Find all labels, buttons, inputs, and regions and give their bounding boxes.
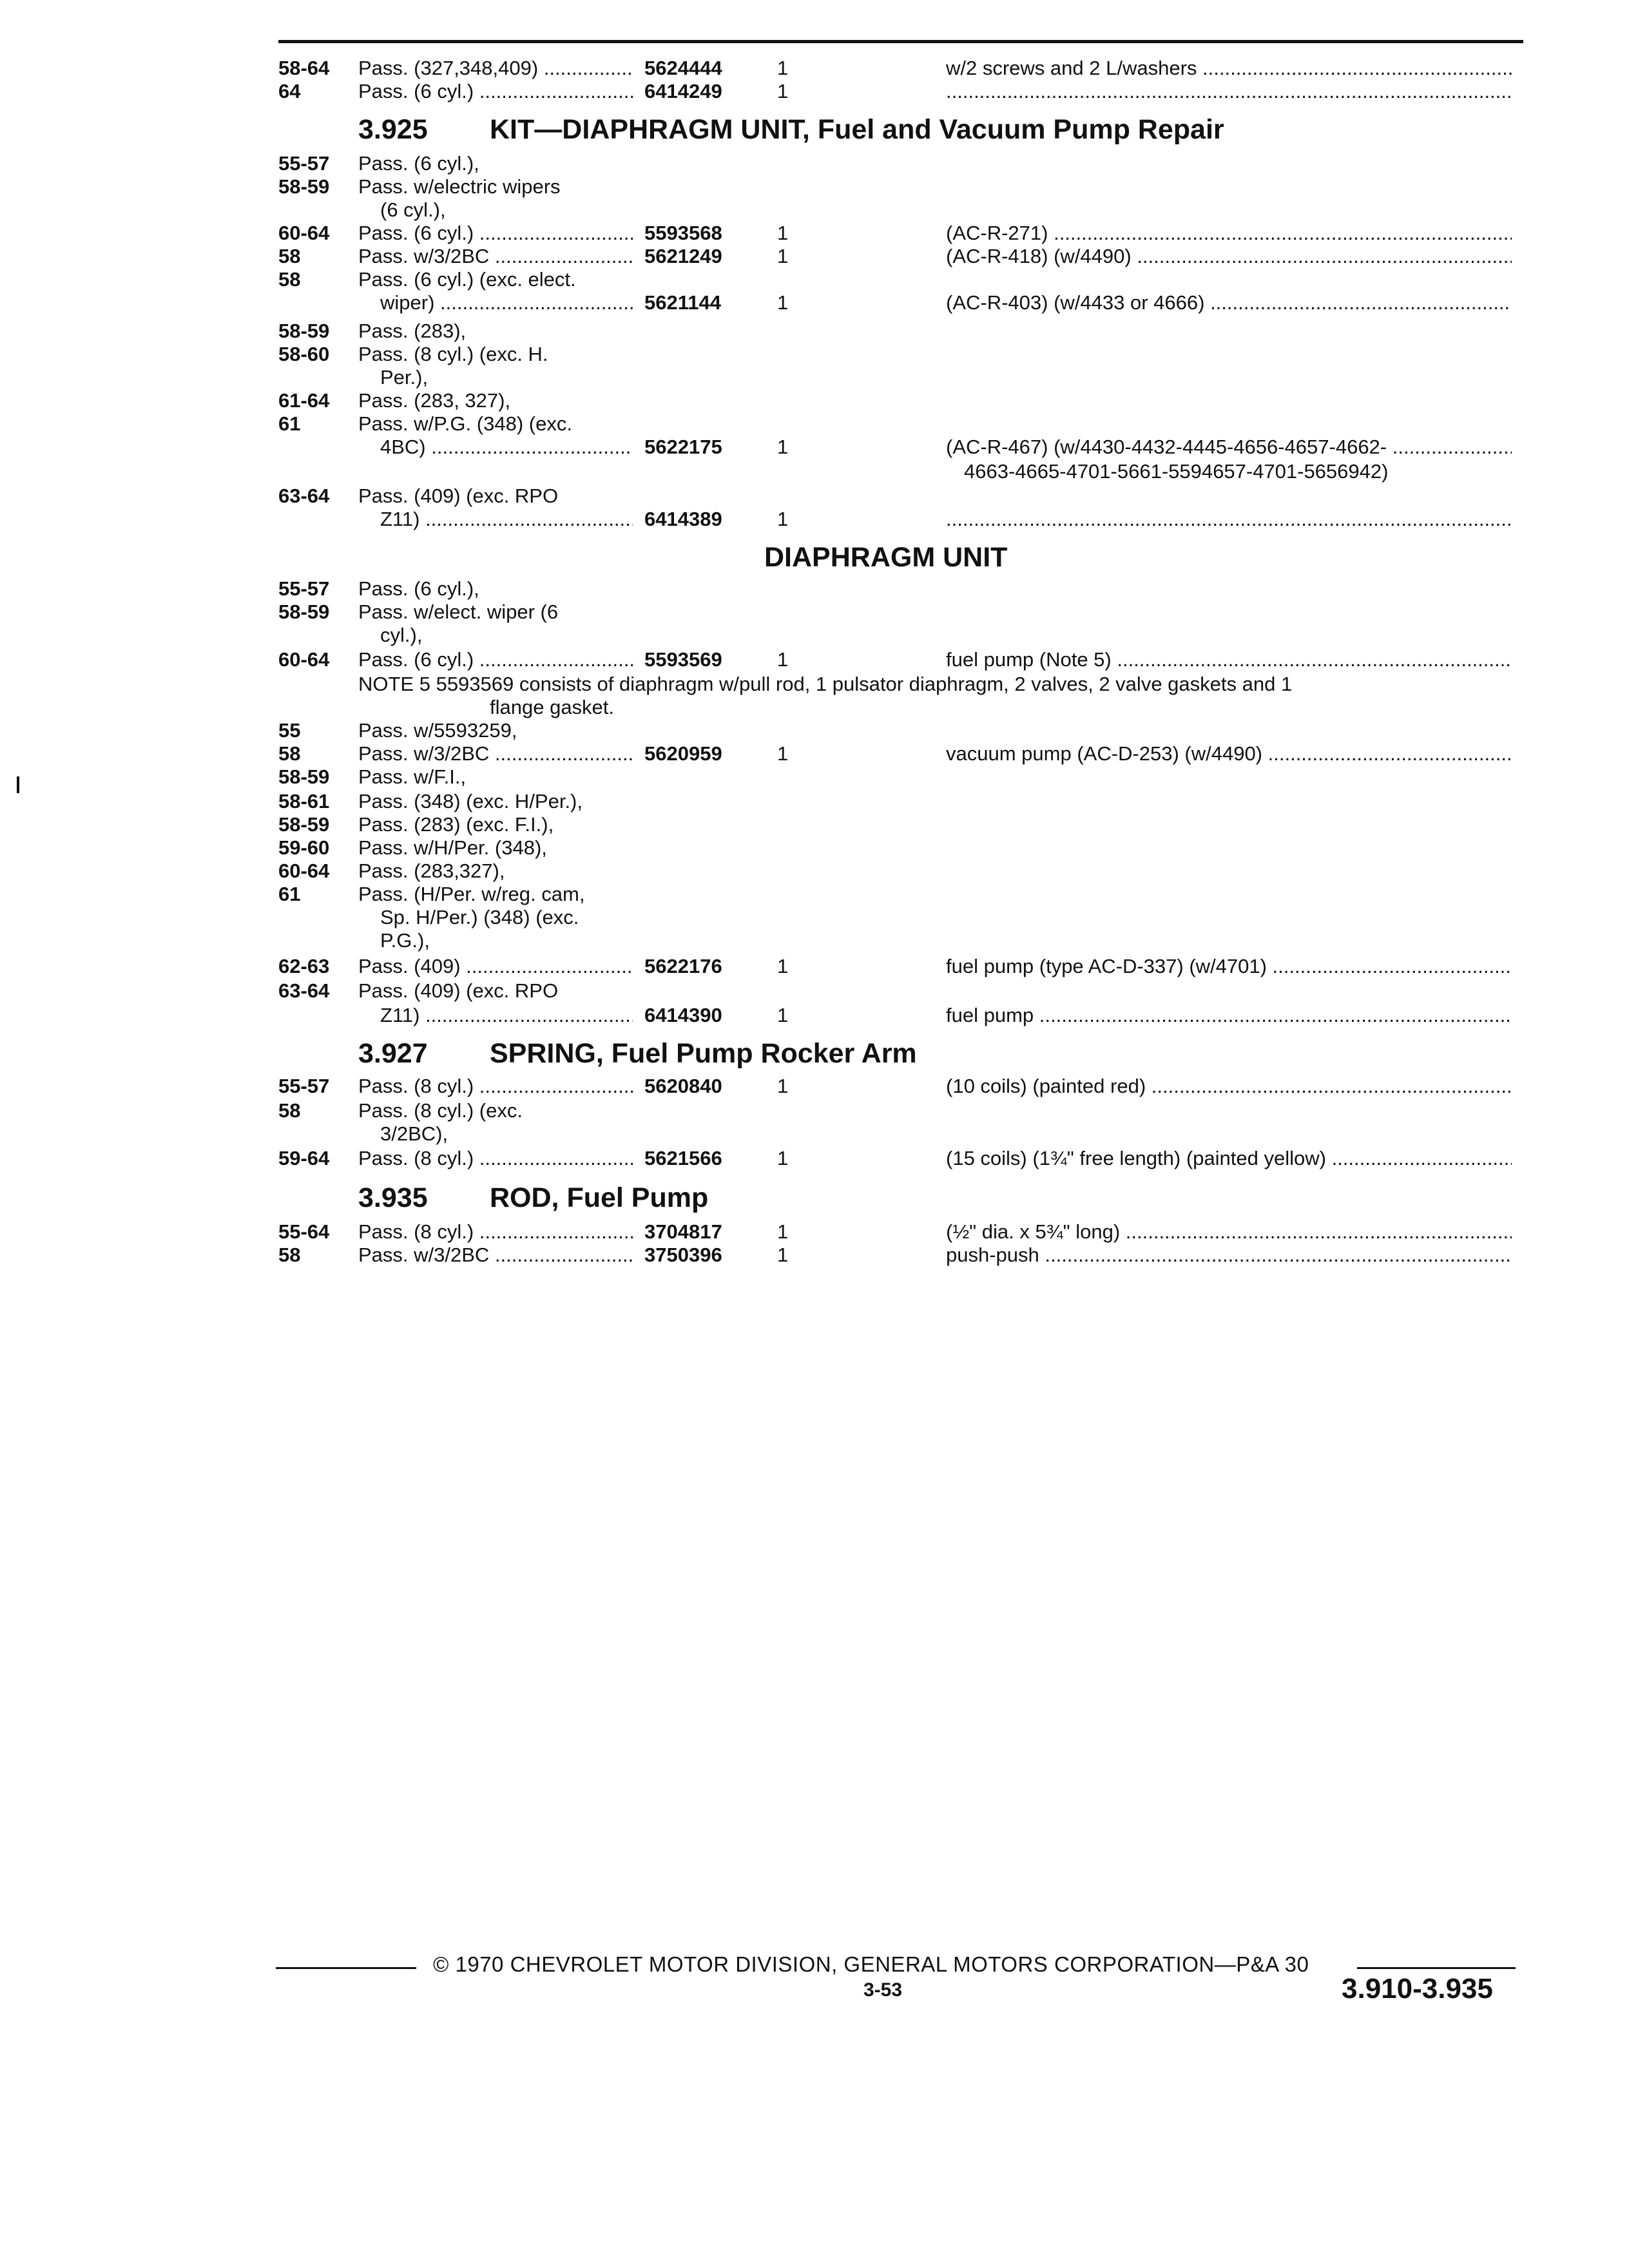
application-description: Pass. w/P.G. (348) (exc. bbox=[358, 412, 572, 435]
application-description: Pass. w/3/2BC ..... bbox=[358, 742, 633, 765]
parts-row bbox=[0, 222, 1629, 245]
application-description: Pass. (409) (exc. RPO bbox=[358, 979, 559, 1002]
top-rule bbox=[278, 40, 1523, 43]
quantity: 1 bbox=[777, 222, 789, 244]
application-description: Z11) ..... bbox=[380, 1004, 633, 1027]
usage-note: vacuum pump (AC-D-253) (w/4490) ..... bbox=[946, 742, 1512, 765]
model-years: 59-64 bbox=[278, 1147, 330, 1169]
part-number: 5621566 bbox=[644, 1147, 722, 1169]
parts-row bbox=[0, 742, 1629, 765]
parts-row bbox=[0, 577, 1629, 601]
usage-note bbox=[946, 80, 1512, 103]
parts-row bbox=[0, 412, 1629, 436]
application-description: Pass. w/F.I., bbox=[358, 765, 467, 788]
model-years: 60-64 bbox=[278, 860, 330, 882]
application-description: Pass. (283,327), bbox=[358, 860, 505, 882]
application-description: Pass. (6 cyl.) ..... bbox=[358, 80, 633, 103]
parts-row bbox=[0, 906, 1629, 929]
application-description: Pass. (6 cyl.), bbox=[358, 152, 479, 175]
footer-rule-right bbox=[1357, 1967, 1516, 1969]
parts-row bbox=[0, 485, 1629, 508]
note-text: NOTE 5 5593569 consists of diaphragm w/pull rod, 1 pulsator diaphragm, 2 valves, 2 valve gaskets and 1 bbox=[358, 673, 1293, 695]
model-years: 60-64 bbox=[278, 222, 330, 244]
section-title: SPRING, Fuel Pump Rocker Arm bbox=[490, 1038, 917, 1069]
section-number: 3.927 bbox=[358, 1038, 428, 1069]
note-text-continued: flange gasket. bbox=[490, 696, 615, 718]
application-description: Pass. (409) ..... bbox=[358, 955, 633, 978]
quantity: 1 bbox=[777, 1220, 789, 1243]
application-description: 3/2BC), bbox=[380, 1122, 448, 1145]
parts-row bbox=[0, 790, 1629, 813]
parts-row bbox=[0, 245, 1629, 268]
quantity: 1 bbox=[777, 1075, 789, 1097]
parts-row bbox=[0, 291, 1629, 314]
application-description: Sp. H/Per.) (348) (exc. bbox=[380, 906, 579, 928]
usage-note: (10 coils) (painted red) ..... bbox=[946, 1075, 1512, 1098]
model-years: 55-57 bbox=[278, 577, 330, 600]
usage-note: fuel pump (Note 5) ..... bbox=[946, 648, 1512, 671]
usage-note: fuel pump (type AC-D-337) (w/4701) ..... bbox=[946, 955, 1512, 978]
model-years: 58-61 bbox=[278, 790, 330, 812]
model-years: 58-59 bbox=[278, 601, 330, 623]
model-years: 64 bbox=[278, 80, 301, 102]
application-description: Pass. (283) (exc. F.I.), bbox=[358, 813, 554, 836]
model-years: 63-64 bbox=[278, 485, 330, 507]
parts-row bbox=[0, 389, 1629, 412]
application-description: Pass. w/H/Per. (348), bbox=[358, 836, 547, 859]
model-years: 55-64 bbox=[278, 1220, 330, 1243]
application-description: Pass. (348) (exc. H/Per.), bbox=[358, 790, 583, 812]
application-description: P.G.), bbox=[380, 929, 430, 952]
application-description: Pass. (H/Per. w/reg. cam, bbox=[358, 883, 585, 905]
part-number: 5593569 bbox=[644, 648, 722, 671]
application-description: Pass. (283), bbox=[358, 320, 467, 342]
parts-row bbox=[0, 436, 1629, 459]
section-number: 3.925 bbox=[358, 114, 428, 145]
part-number: 6414249 bbox=[644, 80, 722, 102]
part-number: 5593568 bbox=[644, 222, 722, 244]
parts-row bbox=[0, 343, 1629, 366]
quantity: 1 bbox=[777, 1244, 789, 1266]
parts-row bbox=[0, 1147, 1629, 1170]
application-description: Pass. w/5593259, bbox=[358, 719, 517, 742]
quantity: 1 bbox=[777, 508, 789, 530]
model-years: 63-64 bbox=[278, 979, 330, 1002]
application-description: Z11) ..... bbox=[380, 508, 633, 531]
usage-note: fuel pump ..... bbox=[946, 1004, 1512, 1027]
usage-note: (15 coils) (1¾" free length) (painted yellow) ..... bbox=[946, 1147, 1512, 1170]
part-number: 6414389 bbox=[644, 508, 722, 530]
quantity: 1 bbox=[777, 955, 789, 977]
part-number: 5624444 bbox=[644, 57, 722, 79]
parts-row bbox=[0, 696, 1629, 719]
parts-row bbox=[0, 460, 1629, 483]
application-description: Pass. (6 cyl.) ..... bbox=[358, 648, 633, 671]
parts-row bbox=[0, 1075, 1629, 1098]
section-title: ROD, Fuel Pump bbox=[490, 1182, 709, 1213]
application-description: wiper) ..... bbox=[380, 291, 633, 314]
model-years: 55-57 bbox=[278, 152, 330, 175]
usage-note: w/2 screws and 2 L/washers ..... bbox=[946, 57, 1512, 80]
parts-row bbox=[0, 883, 1629, 906]
application-description: Pass. (8 cyl.) ..... bbox=[358, 1220, 633, 1244]
quantity: 1 bbox=[777, 648, 789, 671]
parts-row bbox=[0, 1099, 1629, 1122]
part-number: 5621249 bbox=[644, 245, 722, 267]
footer-rule-left bbox=[276, 1967, 416, 1969]
usage-note: push-push ..... bbox=[946, 1244, 1512, 1267]
application-description: Per.), bbox=[380, 366, 429, 389]
quantity: 1 bbox=[777, 57, 789, 79]
parts-row bbox=[0, 673, 1629, 696]
part-number: 5620959 bbox=[644, 742, 722, 765]
part-number: 5622176 bbox=[644, 955, 722, 977]
model-years: 58 bbox=[278, 1099, 301, 1122]
application-description: Pass. (8 cyl.) (exc. bbox=[358, 1099, 523, 1122]
application-description: Pass. w/electric wipers bbox=[358, 175, 561, 198]
application-description: 4BC) ..... bbox=[380, 436, 633, 459]
usage-note: (AC-R-403) (w/4433 or 4666) ..... bbox=[946, 291, 1512, 314]
application-description: (6 cyl.), bbox=[380, 198, 446, 221]
application-description: Pass. (283, 327), bbox=[358, 389, 511, 412]
parts-row bbox=[0, 198, 1629, 222]
quantity: 1 bbox=[777, 80, 789, 102]
model-years: 61 bbox=[278, 883, 301, 905]
application-description: Pass. (6 cyl.) (exc. elect. bbox=[358, 268, 576, 291]
parts-row bbox=[0, 719, 1629, 742]
model-years: 55 bbox=[278, 719, 301, 742]
part-number: 3750396 bbox=[644, 1244, 722, 1266]
application-description: Pass. w/3/2BC ..... bbox=[358, 245, 633, 268]
parts-row bbox=[0, 813, 1629, 836]
section-range: 3.910-3.935 bbox=[1342, 1973, 1493, 2004]
parts-row bbox=[0, 929, 1629, 952]
model-years: 58 bbox=[278, 245, 301, 267]
quantity: 1 bbox=[777, 742, 789, 765]
parts-row bbox=[0, 601, 1629, 624]
application-description: Pass. (6 cyl.), bbox=[358, 577, 479, 600]
page-number: 3-53 bbox=[863, 1979, 903, 2001]
model-years: 61 bbox=[278, 412, 301, 435]
usage-note: (AC-R-271) ..... bbox=[946, 222, 1512, 245]
application-description: Pass. (8 cyl.) ..... bbox=[358, 1147, 633, 1170]
application-description: Pass. (327,348,409) ..... bbox=[358, 57, 633, 80]
parts-row bbox=[0, 366, 1629, 389]
usage-note: (AC-R-467) (w/4430-4432-4445-4656-4657-4662- ..... bbox=[946, 436, 1512, 459]
quantity: 1 bbox=[777, 436, 789, 458]
model-years: 58 bbox=[278, 1244, 301, 1266]
parts-row bbox=[0, 765, 1629, 789]
model-years: 58 bbox=[278, 742, 301, 765]
model-years: 58-60 bbox=[278, 343, 330, 365]
parts-row bbox=[0, 175, 1629, 198]
model-years: 60-64 bbox=[278, 648, 330, 671]
parts-row bbox=[0, 320, 1629, 343]
parts-row bbox=[0, 268, 1629, 291]
parts-row bbox=[0, 508, 1629, 531]
application-description: Pass. w/3/2BC ..... bbox=[358, 1244, 633, 1267]
usage-note: (AC-R-418) (w/4490) ..... bbox=[946, 245, 1512, 268]
model-years: 58 bbox=[278, 268, 301, 291]
quantity: 1 bbox=[777, 291, 789, 314]
parts-row bbox=[0, 57, 1629, 80]
part-number: 3704817 bbox=[644, 1220, 722, 1243]
model-years: 59-60 bbox=[278, 836, 330, 859]
application-description: cyl.), bbox=[380, 624, 423, 646]
model-years: 58-59 bbox=[278, 765, 330, 788]
model-years: 62-63 bbox=[278, 955, 330, 977]
application-description: Pass. (8 cyl.) (exc. H. bbox=[358, 343, 548, 365]
part-number: 6414390 bbox=[644, 1004, 722, 1026]
part-number: 5621144 bbox=[644, 291, 721, 314]
parts-row bbox=[0, 624, 1629, 647]
parts-row bbox=[0, 836, 1629, 860]
parts-row bbox=[0, 1122, 1629, 1146]
quantity: 1 bbox=[777, 1004, 789, 1026]
application-description: Pass. w/elect. wiper (6 bbox=[358, 601, 559, 623]
parts-row bbox=[0, 860, 1629, 883]
application-description: Pass. (6 cyl.) ..... bbox=[358, 222, 633, 245]
usage-note bbox=[946, 508, 1512, 531]
model-years: 58-59 bbox=[278, 813, 330, 836]
model-years: 58-59 bbox=[278, 320, 330, 342]
parts-row bbox=[0, 1244, 1629, 1267]
parts-row bbox=[0, 80, 1629, 103]
application-description: Pass. (409) (exc. RPO bbox=[358, 485, 559, 507]
parts-row bbox=[0, 1220, 1629, 1244]
parts-row bbox=[0, 1004, 1629, 1027]
model-years: 58-59 bbox=[278, 175, 330, 198]
section-title: DIAPHRAGM UNIT bbox=[764, 542, 1008, 573]
usage-note-continued: 4663-4665-4701-5661-5594657-4701-5656942) bbox=[964, 460, 1389, 483]
section-number: 3.935 bbox=[358, 1182, 428, 1213]
part-number: 5622175 bbox=[644, 436, 722, 458]
usage-note: (½" dia. x 5¾" long) ..... bbox=[946, 1220, 1512, 1244]
parts-row bbox=[0, 979, 1629, 1003]
parts-row bbox=[0, 955, 1629, 978]
quantity: 1 bbox=[777, 245, 789, 267]
parts-row bbox=[0, 152, 1629, 175]
part-number: 5620840 bbox=[644, 1075, 722, 1097]
model-years: 61-64 bbox=[278, 389, 330, 412]
model-years: 55-57 bbox=[278, 1075, 330, 1097]
footer-copyright: © 1970 CHEVROLET MOTOR DIVISION, GENERAL MOTORS CORPORATION—P&A 30 bbox=[433, 1952, 1309, 1976]
application-description: Pass. (8 cyl.) ..... bbox=[358, 1075, 633, 1098]
model-years: 58-64 bbox=[278, 57, 330, 79]
parts-row bbox=[0, 648, 1629, 671]
quantity: 1 bbox=[777, 1147, 789, 1169]
section-title: KIT—DIAPHRAGM UNIT, Fuel and Vacuum Pump Repair bbox=[490, 114, 1224, 145]
